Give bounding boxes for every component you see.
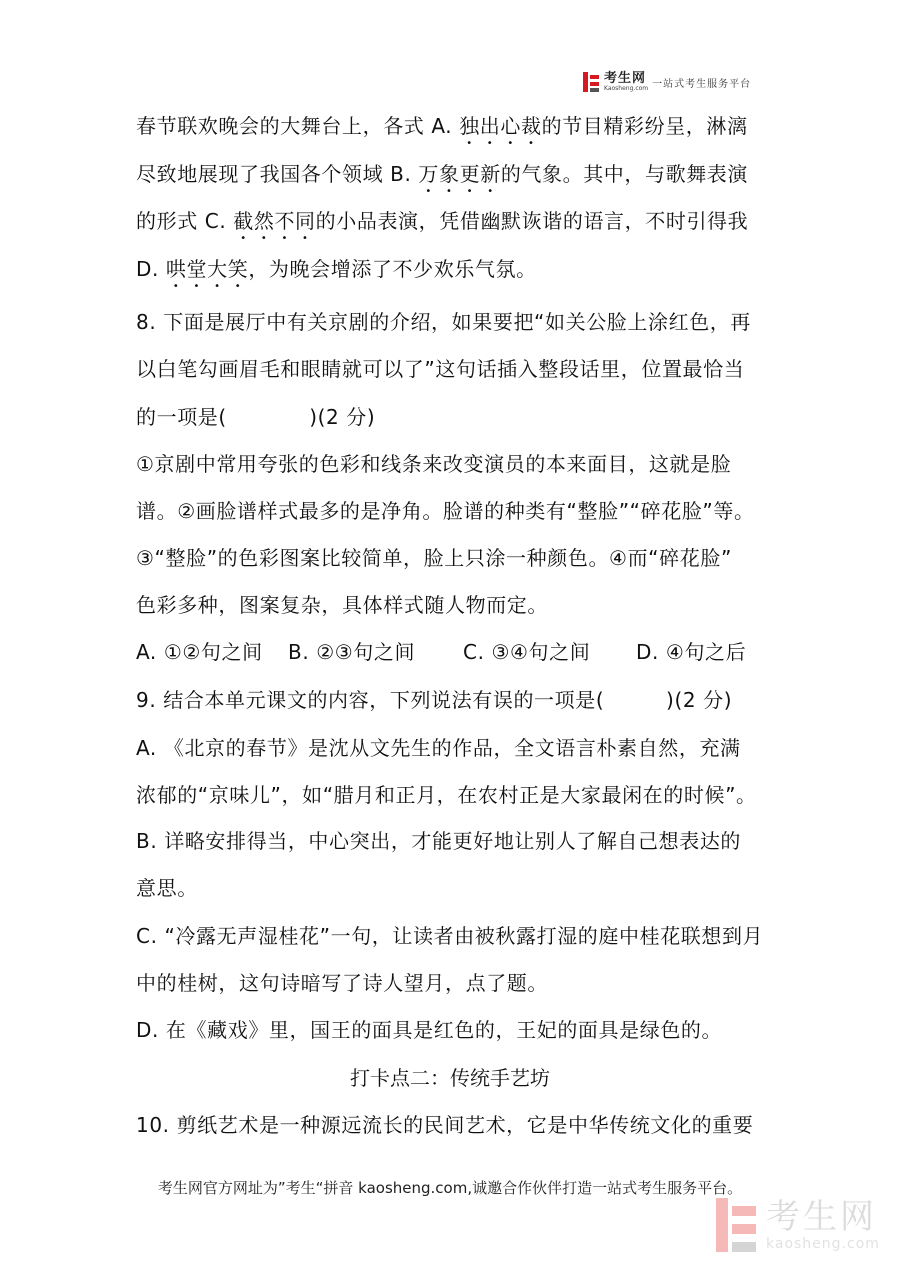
q7-line-3: 的形式 C. 截然不同的小品表演，凭借幽默诙谐的语言，不时引得我 <box>136 209 749 233</box>
q9-option-b-line-1[interactable]: B. 详略安排得当，中心突出，才能更好地让别人了解自己想表达的 <box>136 829 742 853</box>
q7-line-2: 尽致地展现了我国各个领域 B. 万象更新的气象。其中，与歌舞表演 <box>136 162 749 186</box>
watermark-brand-en: kaosheng.com <box>766 1236 880 1252</box>
q8-stem-line-3: 的一项是( )(2 分) <box>136 405 376 429</box>
q8-passage-line-4: 色彩多种，图案复杂，具体样式随人物而定。 <box>136 593 548 617</box>
page-footer: 考生网官方网址为”考生“拼音 kaosheng.com,诚邀合作伙伴打造一站式考生服务平台。 <box>157 1179 743 1197</box>
q9-option-c-line-2: 中的桂树，这句诗暗写了诗人望月，点了题。 <box>136 971 548 995</box>
kaosheng-logo-icon <box>583 72 600 92</box>
q9-stem: 9. 结合本单元课文的内容，下列说法有误的一项是( )(2 分) <box>136 688 733 712</box>
header-brand-en: Kaosheng.com <box>604 85 649 92</box>
q10-stem-line-1: 10. 剪纸艺术是一种源远流长的民间艺术，它是中华传统文化的重要 <box>136 1113 754 1137</box>
q8-option-b[interactable]: B. ②③句之间 <box>288 640 416 664</box>
q8-passage-line-2: 谱。②画脸谱样式最多的是净角。脸谱的种类有“整脸”“碎花脸”等。 <box>136 499 755 523</box>
q8-stem-line-2: 以白笔勾画眉毛和眼睛就可以了”这句话插入整段话里，位置最恰当 <box>136 357 745 381</box>
header-brand-cn: 考生网 <box>604 71 647 86</box>
q8-passage-line-3: ③“整脸”的色彩图案比较简单，脸上只涂一种颜色。④而“碎花脸” <box>136 546 732 570</box>
q7-option-b-word: 万象更新 <box>418 162 501 186</box>
watermark <box>716 1198 880 1252</box>
q7-option-c-word: 截然不同 <box>233 209 316 233</box>
watermark-logo-icon <box>716 1198 758 1252</box>
q9-option-a-line-2: 浓郁的“京味儿”，如“腊月和正月，在农村正是大家最闲在的时候”。 <box>136 783 757 807</box>
q9-option-d[interactable]: D. 在《藏戏》里，国王的面具是红色的，王妃的面具是绿色的。 <box>136 1018 723 1042</box>
q7-line-1: 春节联欢晚会的大舞台上，各式 A. 独出心裁的节目精彩纷呈，淋漓 <box>136 114 748 138</box>
q7-option-a-word: 独出心裁 <box>459 114 542 138</box>
header-slogan: 一站式考生服务平台 <box>652 78 752 90</box>
q7-line-4: D. 哄堂大笑，为晚会增添了不少欢乐气氛。 <box>136 257 537 281</box>
q7-option-d-word: 哄堂大笑 <box>165 257 249 281</box>
q8-option-a[interactable]: A. ①②句之间 <box>136 640 263 664</box>
q9-option-a-line-1[interactable]: A. 《北京的春节》是沈从文先生的作品，全文语言朴素自然，充满 <box>136 736 741 760</box>
watermark-brand-cn: 考生网 <box>766 1197 877 1237</box>
q8-stem-line-1: 8. 下面是展厅中有关京剧的介绍，如果要把“如关公脸上涂红色，再 <box>136 310 752 334</box>
section-title: 打卡点二：传统手艺坊 <box>350 1066 550 1090</box>
q9-option-b-line-2: 意思。 <box>136 876 198 900</box>
header-logo[interactable] <box>583 70 751 94</box>
q8-passage-line-1: ①京剧中常用夸张的色彩和线条来改变演员的本来面目，这就是脸 <box>136 452 732 476</box>
q8-option-d[interactable]: D. ④句之后 <box>636 640 747 664</box>
q8-option-c[interactable]: C. ③④句之间 <box>463 640 591 664</box>
q9-option-c-line-1[interactable]: C. “冷露无声湿桂花”一句，让读者由被秋露打湿的庭中桂花联想到月 <box>136 924 764 948</box>
